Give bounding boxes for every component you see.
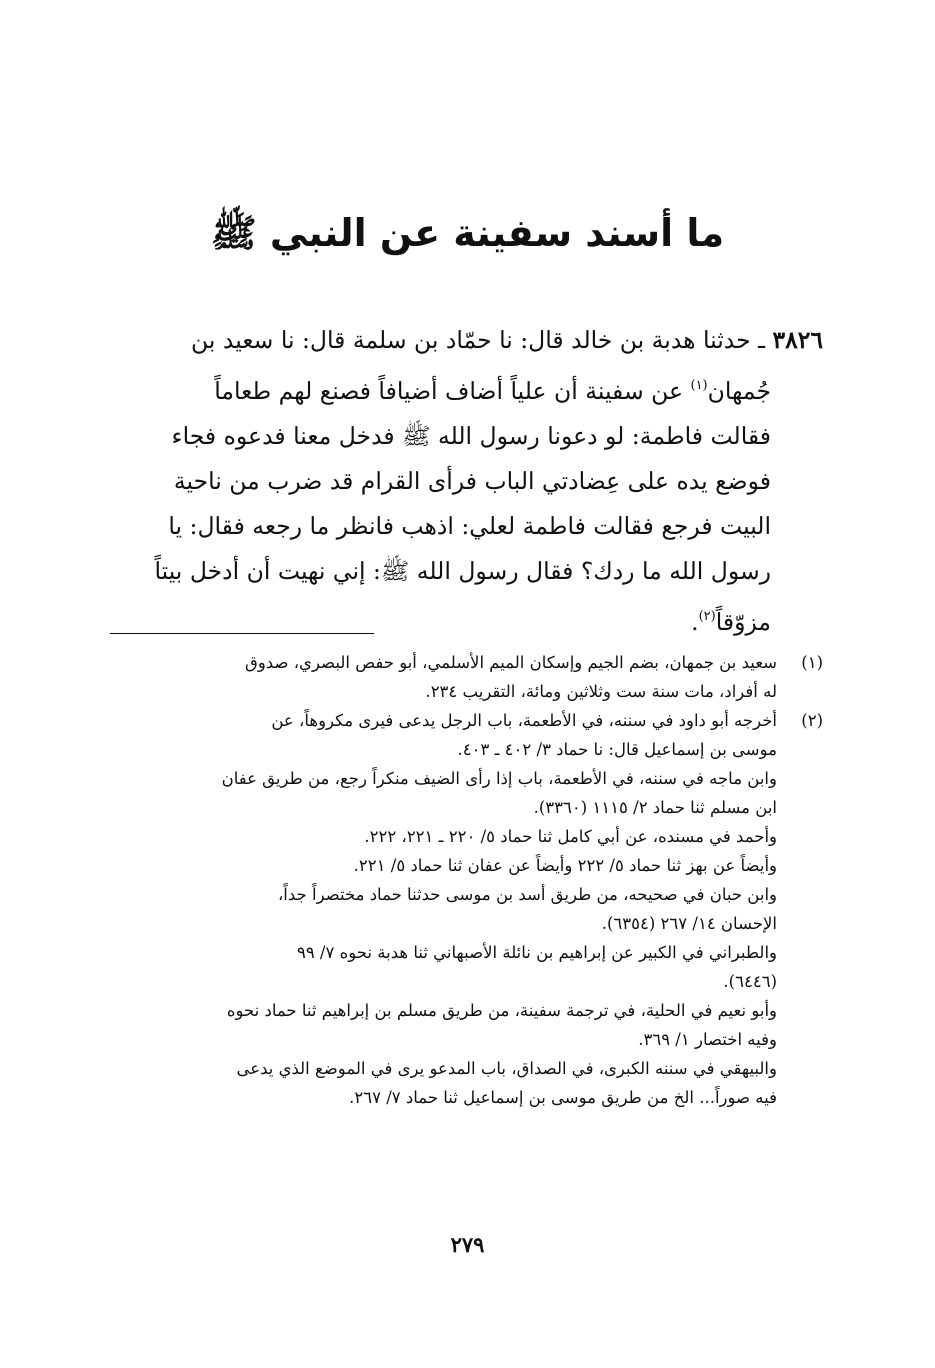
hadith-line-1: ٣٨٢٦ ـ حدثنا هدبة بن خالد قال: نا حمّاد بن سلمة قال: نا سعيد بن (191, 326, 823, 354)
hadith-text (111, 318, 823, 645)
hadith-line-6: رسول الله ما ردك؟ فقال رسول الله ﷺ: إني نهيت أن أدخل بيتاً (154, 557, 771, 585)
footnote-line: وابن ماجه في سننه، في الأطعمة، باب إذا رأى الضيف منكراً رجع، من طريق عفان (221, 769, 777, 788)
footnotes (111, 648, 823, 1112)
footnote-line: والبيهقي في سننه الكبرى، في الصداق، باب المدعو يرى في الموضع الذي يدعى (236, 1059, 777, 1078)
footnote-line: (٦٤٤٦). (723, 972, 777, 991)
footnote-line: وأحمد في مسنده، عن أبي كامل ثنا حماد ٥/ ٢٢٠ ـ ٢٢١، ٢٢٢. (364, 827, 777, 846)
hadith-line-4: فوضع يده على عِضادتي الباب فرأى القرام قد ضرب من ناحية (173, 467, 771, 495)
footnote-marker: (٢) (801, 711, 823, 730)
footnote-separator (110, 633, 374, 634)
page-number: ٢٧٩ (450, 1232, 485, 1257)
footnote-1 (111, 648, 823, 706)
footnote-line: الإحسان ١٤/ ٢٦٧ (٦٣٥٤). (601, 914, 777, 933)
footnote-2 (111, 706, 823, 1112)
hadith-line-5: البيت فرجع فقالت فاطمة لعلي: اذهب فانظر ما رجعه فقال: يا (168, 512, 771, 540)
hadith-line-2: جُمهان$^{(١)}$ عن سفينة أن علياً أضاف أضيافاً فصنع لهم طعاماً (214, 377, 771, 405)
footnote-line: وفيه اختصار ١/ ٣٦٩. (638, 1030, 777, 1049)
footnote-ref-1[interactable]: (١) (690, 378, 708, 393)
footnote-line: سعيد بن جمهان، بضم الجيم وإسكان الميم الأسلمي، أبو حفص البصري، صدوق (245, 653, 777, 672)
hadith-line-3: فقالت فاطمة: لو دعونا رسول الله ﷺ فدخل معنا فدعوه فجاء (171, 422, 771, 450)
footnote-line: فيه صوراً... الخ من طريق موسى بن إسماعيل ثنا حماد ٧/ ٢٦٧. (349, 1088, 777, 1107)
footnote-line: أخرجه أبو داود في سننه، في الأطعمة، باب الرجل يدعى فيرى مكروهاً، عن (271, 711, 777, 730)
hadith-line-7: مزوّقاً$^{(٢)}$. (691, 608, 771, 636)
footnote-ref-2[interactable]: (٢) (698, 609, 716, 624)
hadith-number: ٣٨٢٦ (772, 326, 823, 354)
footnote-line: موسى بن إسماعيل قال: نا حماد ٣/ ٤٠٢ ـ ٤٠٣. (457, 740, 777, 759)
footnote-line: وأيضاً عن بهز ثنا حماد ٥/ ٢٢٢ وأيضاً عن عفان ثنا حماد ٥/ ٢٢١. (353, 856, 777, 875)
section-title: ما أسند سفينة عن النبي ﷺ (210, 211, 725, 255)
footnote-line: وابن حبان في صحيحه، من طريق أسد بن موسى حدثنا حماد مختصراً جداً، (277, 885, 777, 904)
footnote-line: ابن مسلم ثنا حماد ٢/ ١١١٥ (٣٣٦٠). (533, 798, 777, 817)
footnote-line: وأبو نعيم في الحلية، في ترجمة سفينة، من طريق مسلم بن إبراهيم ثنا حماد نحوه (226, 1001, 777, 1020)
footnote-line: والطبراني في الكبير عن إبراهيم بن نائلة الأصبهاني ثنا هدبة نحوه ٧/ ٩٩ (296, 943, 777, 962)
footnote-line: له أفراد، مات سنة ست وثلاثين ومائة، التقريب ٢٣٤. (425, 682, 777, 701)
footnote-marker: (١) (801, 653, 823, 672)
